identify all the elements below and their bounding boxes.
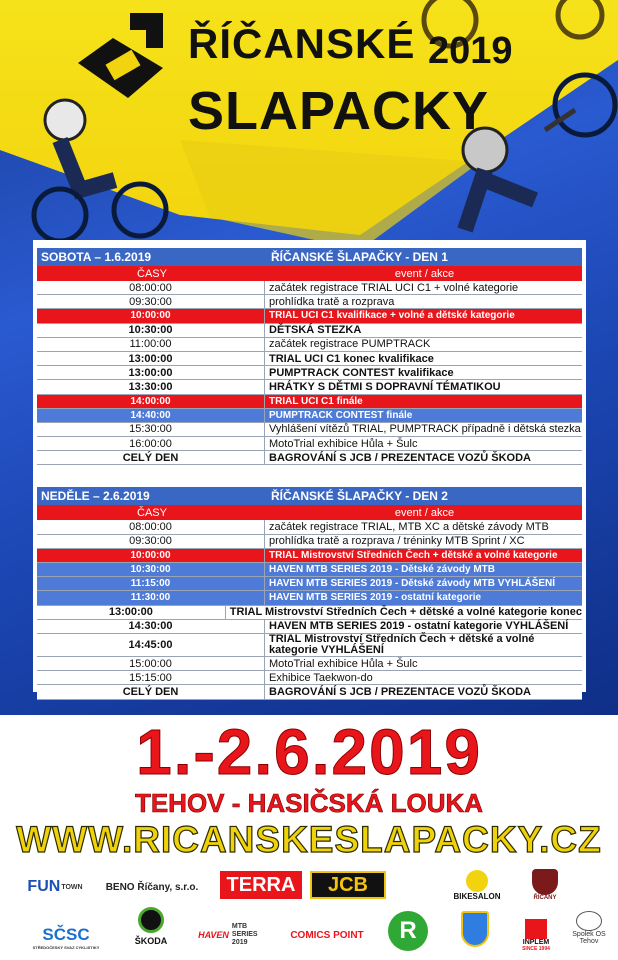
bikesalon-label: BIKESALON <box>453 891 501 901</box>
day2-column-header <box>37 505 582 520</box>
funtown-label: FUN <box>27 878 61 895</box>
event-place: TEHOV - HASIČSKÁ LOUKA <box>134 788 484 818</box>
sponsor-ricany <box>527 865 563 905</box>
table-row <box>37 338 582 352</box>
row-time: 15:00:00 <box>37 657 265 670</box>
pedal-logo-icon <box>68 8 178 108</box>
row-time: 10:30:00 <box>37 324 265 337</box>
row-time: 09:30:00 <box>37 535 265 548</box>
skoda-label: ŠKODA <box>134 935 168 946</box>
row-event: TRIAL Mistrovství Středních Čech + dětské a volné kategorie VYHLÁŠENÍ <box>269 632 535 656</box>
table-row <box>37 352 582 366</box>
inplem-label: INPLEM <box>522 938 550 946</box>
sponsor-skoda <box>126 903 176 949</box>
row-time: 10:30:00 <box>37 563 265 576</box>
bike-photo-left <box>20 95 170 245</box>
row-time: 10:00:00 <box>37 309 265 322</box>
table-row <box>37 423 582 437</box>
inplem-icon <box>525 919 547 939</box>
row-event: HAVEN MTB SERIES 2019 - ostatní kategorie <box>269 592 482 604</box>
row-time: 13:00:00 <box>37 366 265 379</box>
table-row <box>37 591 582 605</box>
table-row <box>37 437 582 451</box>
day2-date: NEDĚLE – 2.6.2019 <box>41 489 150 504</box>
row-event: HAVEN MTB SERIES 2019 - Dětské závody MTB VYHLÁŠENÍ <box>269 578 555 590</box>
row-time: 16:00:00 <box>37 437 265 450</box>
table-row <box>37 295 582 309</box>
sponsor-scsc <box>30 923 102 951</box>
row-event: HAVEN MTB SERIES 2019 - ostatní kategorie VYHLÁŠENÍ <box>269 620 569 633</box>
day2-section <box>37 487 582 699</box>
sponsor-spolek <box>566 905 612 951</box>
table-row <box>37 520 582 534</box>
title-line1: ŘÍČANSKÉ <box>188 20 416 67</box>
row-time: 15:30:00 <box>37 423 265 436</box>
schedule-panel <box>33 240 586 698</box>
mtb-series-label: MTB SERIES 2019 <box>231 923 258 946</box>
table-row <box>37 324 582 338</box>
event-website-link[interactable]: WWW.RICANSKESLAPACKY.CZ <box>16 819 602 860</box>
row-time: CELÝ DEN <box>37 451 265 464</box>
ricany-crest-icon <box>532 869 558 895</box>
row-time: 13:30:00 <box>37 380 265 393</box>
row-event: PUMPTRACK CONTEST kvalifikace <box>269 366 454 379</box>
sponsor-r-logo: R <box>388 911 428 951</box>
title-line2: SLAPACKY <box>188 81 490 141</box>
scsc-sub: STŘEDOČESKÝ SVAZ CYKLISTIKY <box>32 944 100 950</box>
sponsor-jcb: JCB <box>310 871 386 899</box>
row-time: 14:00:00 <box>37 395 265 408</box>
row-event: PUMPTRACK CONTEST finále <box>269 409 413 421</box>
table-row <box>37 685 582 699</box>
table-row <box>37 671 582 685</box>
table-row <box>37 366 582 380</box>
sponsor-haven <box>194 921 266 949</box>
sponsor-comics-point: COMICS POINT <box>290 929 364 941</box>
row-event: prohlídka tratě a rozprava / tréninky MTB Sprint / XC <box>269 535 525 548</box>
row-time: 14:40:00 <box>37 409 265 422</box>
row-time: 11:30:00 <box>37 591 265 604</box>
scsc-label: SČSC <box>42 924 90 944</box>
row-event: TRIAL UCI C1 kvalifikace + volné a dětské kategorie <box>269 310 515 322</box>
col-time: ČASY <box>137 506 167 519</box>
row-event: HAVEN MTB SERIES 2019 - Dětské závody MTB <box>269 564 495 576</box>
row-time: CELÝ DEN <box>37 685 265 698</box>
day1-section <box>37 248 582 465</box>
table-row <box>37 606 582 620</box>
sponsor-funtown <box>25 877 85 897</box>
table-row <box>37 409 582 423</box>
row-event: TRIAL UCI C1 finále <box>269 395 363 407</box>
col-event: event / akce <box>394 506 455 519</box>
row-event: HRÁTKY S DĚTMI S DOPRAVNÍ TÉMATIKOU <box>269 380 501 393</box>
spolek-label: Spolek OS Tehov <box>572 931 606 945</box>
table-row <box>37 634 582 657</box>
col-event: event / akce <box>394 267 455 280</box>
row-time: 15:15:00 <box>37 671 265 684</box>
row-event: MotoTrial exhibice Hůla + Šulc <box>269 437 418 450</box>
table-row <box>37 380 582 394</box>
sponsor-terra: TERRA <box>220 871 302 899</box>
spolek-icon <box>576 911 602 931</box>
sponsor-inplem <box>516 915 556 955</box>
table-row <box>37 657 582 671</box>
table-row <box>37 577 582 591</box>
row-event: Vyhlášení vítězů TRIAL, PUMPTRACK případně i dětská stezka <box>269 423 581 436</box>
day1-title: ŘÍČANSKÉ ŠLAPAČKY - DEN 1 <box>271 250 448 264</box>
day1-header <box>37 248 582 266</box>
table-row <box>37 281 582 295</box>
row-time: 09:30:00 <box>37 295 265 308</box>
sponsor-beno: BENO Říčany, s.r.o. <box>105 881 199 893</box>
ricany-label: ŘÍČANY <box>533 895 557 901</box>
table-row <box>37 549 582 563</box>
row-event: TRIAL Mistrovství Středních Čech + dětské a volné kategorie konec <box>229 606 582 619</box>
row-time: 14:30:00 <box>37 620 265 633</box>
row-event: prohlídka tratě a rozprava <box>269 295 395 308</box>
skoda-icon <box>138 907 164 933</box>
table-row <box>37 620 582 634</box>
title-year: 2019 <box>428 30 513 72</box>
tehov-crest-icon <box>461 911 489 947</box>
day1-date: SOBOTA – 1.6.2019 <box>41 250 152 264</box>
haven-label: HAVEN <box>198 930 229 940</box>
day2-header <box>37 487 582 505</box>
sponsor-tehov-crest <box>460 909 490 949</box>
row-event: DĚTSKÁ STEZKA <box>269 324 362 337</box>
row-event: Exhibice Taekwon-do <box>269 671 373 684</box>
row-time: 10:00:00 <box>37 549 265 562</box>
row-event: BAGROVÁNÍ S JCB / PREZENTACE VOZŮ ŠKODA <box>269 685 531 698</box>
row-event: začátek registrace TRIAL UCI C1 + volné kategorie <box>269 281 519 294</box>
row-time: 08:00:00 <box>37 281 265 294</box>
event-info-footer <box>0 715 618 960</box>
table-row <box>37 563 582 577</box>
day1-column-header <box>37 266 582 281</box>
sponsor-bikesalon <box>442 865 512 905</box>
row-time: 11:15:00 <box>37 577 265 590</box>
row-time: 14:45:00 <box>37 634 265 656</box>
row-event: BAGROVÁNÍ S JCB / PREZENTACE VOZŮ ŠKODA <box>269 451 531 464</box>
row-event: TRIAL Mistrovství Středních Čech + dětské a volné kategorie <box>269 549 558 561</box>
day2-title: ŘÍČANSKÉ ŠLAPAČKY - DEN 2 <box>271 489 448 504</box>
row-event: MotoTrial exhibice Hůla + Šulc <box>269 657 418 670</box>
row-time: 11:00:00 <box>37 338 265 351</box>
row-event: začátek registrace TRIAL, MTB XC a dětské závody MTB <box>269 521 549 534</box>
event-dates: 1.-2.6.2019 <box>136 716 482 788</box>
row-event: začátek registrace PUMPTRACK <box>269 338 431 351</box>
col-time: ČASY <box>137 267 167 280</box>
table-row <box>37 535 582 549</box>
table-row <box>37 395 582 409</box>
inplem-sub: SINCE 1994 <box>522 945 550 952</box>
table-row <box>37 309 582 323</box>
row-time: 13:00:00 <box>37 606 226 619</box>
row-event: TRIAL UCI C1 konec kvalifikace <box>269 352 434 365</box>
row-time: 08:00:00 <box>37 520 265 533</box>
bikesalon-icon <box>466 870 488 892</box>
table-row <box>37 451 582 465</box>
funtown-sub: TOWN <box>61 883 83 891</box>
row-time: 13:00:00 <box>37 352 265 365</box>
